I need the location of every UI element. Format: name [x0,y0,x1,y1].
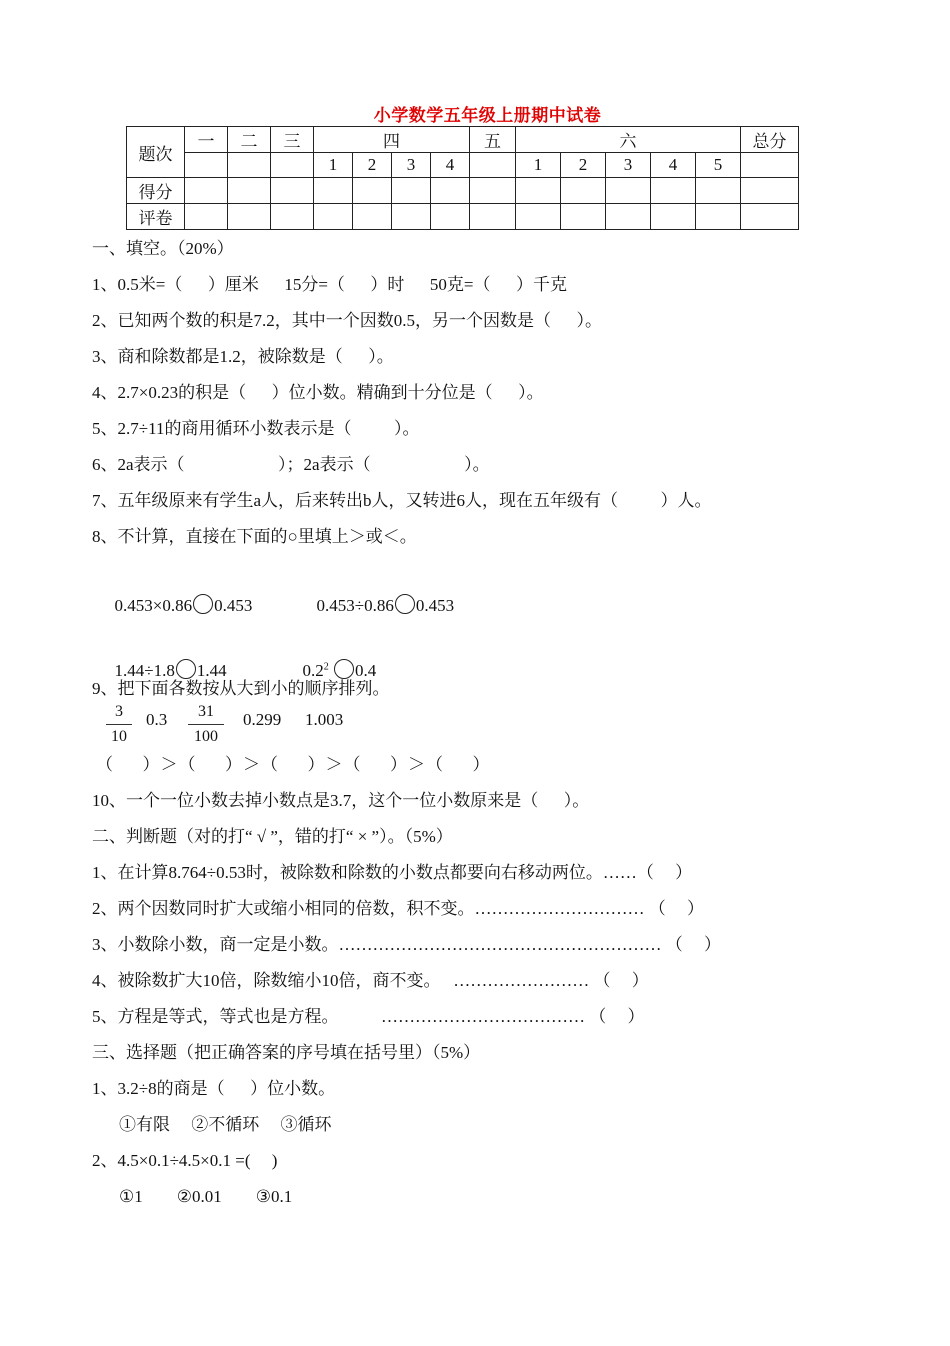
score-cell[interactable] [314,204,353,230]
score-table [126,126,799,230]
section-header: 三 [271,127,314,153]
compare-d-exponent: 2 [323,661,329,673]
question-2-5: 5、方程是等式，等式也是方程。 ……………………………… （ ） [92,1007,645,1026]
section-header: 一 [185,127,228,153]
number-0-299: 0.299 [243,710,282,729]
fraction-3-10 [106,703,132,746]
section-header: 四 [314,127,470,153]
score-cell[interactable] [185,178,228,204]
number-0-3: 0.3 [146,710,168,729]
score-cell[interactable] [696,204,741,230]
score-cell[interactable] [516,204,561,230]
question-2-2: 2、两个因数同时扩大或缩小相同的倍数，积不变。………………………… （ ） [92,899,704,918]
circle-blank[interactable] [395,594,415,614]
score-cell[interactable] [696,178,741,204]
section-header: 总分 [741,127,799,153]
score-cell[interactable] [392,204,431,230]
score-cell[interactable] [431,178,470,204]
score-cell[interactable] [185,153,228,178]
question-2-1: 1、在计算8.764÷0.53时，被除数和除数的小数点都要向右移动两位。……（ ） [92,863,693,882]
question-1-8: 8、不计算，直接在下面的○里填上＞或＜。 [92,527,417,546]
score-cell[interactable] [470,153,516,178]
score-cell[interactable] [353,178,392,204]
part2-heading: 二、判断题（对的打“ √ ”，错的打“ × ”）。（5%） [92,827,453,846]
compare-b [308,574,454,616]
compare-a [106,574,252,616]
score-cell[interactable] [271,153,314,178]
score-cell[interactable] [353,204,392,230]
question-1-6: 6、2a表示（ ）；2a表示（ ）。 [92,455,490,474]
score-cell[interactable] [651,204,696,230]
score-cell[interactable] [185,204,228,230]
section-header: 五 [470,127,516,153]
score-cell[interactable] [470,178,516,204]
question-1-9: 9、把下面各数按从大到小的顺序排列。 [92,679,390,698]
compare-c-right: 1.44 [196,661,227,680]
question-3-1: 1、3.2÷8的商是（ ）位小数。 [92,1079,336,1098]
fraction-numerator: 31 [188,703,224,725]
sub-header: 1 [314,153,353,178]
compare-d-base: 0.2 [302,661,324,680]
question-1-10: 10、一个一位小数去掉小数点是3.7，这个一位小数原来是（ ）。 [92,791,590,810]
question-1-1: 1、0.5米=（ ）厘米 15分=（ ）时 50克=（ ）千克 [92,275,568,294]
question-2-4: 4、被除数扩大10倍，除数缩小10倍，商不变。 …………………… （ ） [92,971,649,990]
score-cell[interactable] [651,178,696,204]
score-cell[interactable] [741,178,799,204]
fraction-denominator: 100 [194,728,218,745]
section-header: 二 [228,127,271,153]
page-title: 小学数学五年级上册期中试卷 [373,106,602,125]
score-cell[interactable] [271,178,314,204]
score-cell[interactable] [606,204,651,230]
score-cell[interactable] [561,178,606,204]
part3-heading: 三、选择题（把正确答案的序号填在括号里）（5%） [92,1043,481,1062]
section-header: 六 [516,127,741,153]
circle-blank[interactable] [193,594,213,614]
sub-header: 1 [516,153,561,178]
compare-a-right: 0.453 [214,596,253,615]
score-cell[interactable] [606,178,651,204]
sub-header: 2 [561,153,606,178]
question-2-3: 3、小数除小数，商一定是小数。………………………………………………… （ ） [92,935,721,954]
score-cell[interactable] [431,204,470,230]
compare-b-right: 0.453 [415,596,455,615]
question-3-1-options: ①有限 ②不循环 ③循环 [119,1115,332,1134]
score-cell[interactable] [228,178,271,204]
compare-c-left: 1.44÷1.8 [114,661,175,680]
question-1-7: 7、五年级原来有学生a人，后来转出b人，又转进6人，现在五年级有（ ）人。 [92,491,712,510]
number-1-003: 1.003 [305,710,344,729]
fraction-denominator: 10 [111,728,127,745]
compare-d-right: 0.4 [355,661,377,680]
sub-header: 4 [651,153,696,178]
ordering-blanks: （ ）＞（ ）＞（ ）＞（ ）＞（ ） [96,755,491,774]
question-1-3: 3、商和除数都是1.2，被除数是（ ）。 [92,347,394,366]
question-1-2: 2、已知两个数的积是7.2，其中一个因数0.5，另一个因数是（ ）。 [92,311,602,330]
sub-header: 5 [696,153,741,178]
row-label-score: 得分 [127,178,185,204]
score-cell[interactable] [516,178,561,204]
score-cell[interactable] [561,204,606,230]
score-cell[interactable] [228,153,271,178]
score-cell[interactable] [392,178,431,204]
question-3-2: 2、4.5×0.1÷4.5×0.1 =( ) [92,1151,278,1170]
sub-header: 4 [431,153,470,178]
question-1-4: 4、2.7×0.23的积是（ ）位小数。精确到十分位是（ ）。 [92,383,544,402]
score-cell[interactable] [228,204,271,230]
compare-b-left: 0.453÷0.86 [316,596,394,615]
fraction-31-100 [188,703,224,746]
part1-heading: 一、填空。（20%） [92,239,234,258]
score-cell[interactable] [741,204,799,230]
sub-header: 2 [353,153,392,178]
sub-header: 3 [392,153,431,178]
question-3-2-options: ①1 ②0.01 ③0.1 [119,1187,293,1206]
row-label-grader: 评卷 [127,204,185,230]
score-cell[interactable] [470,204,516,230]
score-cell[interactable] [314,178,353,204]
score-cell[interactable] [271,204,314,230]
compare-a-left: 0.453×0.86 [114,596,193,615]
question-1-5: 5、2.7÷11的商用循环小数表示是（ ）。 [92,419,420,438]
fraction-numerator: 3 [106,703,132,725]
score-cell[interactable] [741,153,799,178]
row-label-question: 题次 [127,127,185,178]
sub-header: 3 [606,153,651,178]
